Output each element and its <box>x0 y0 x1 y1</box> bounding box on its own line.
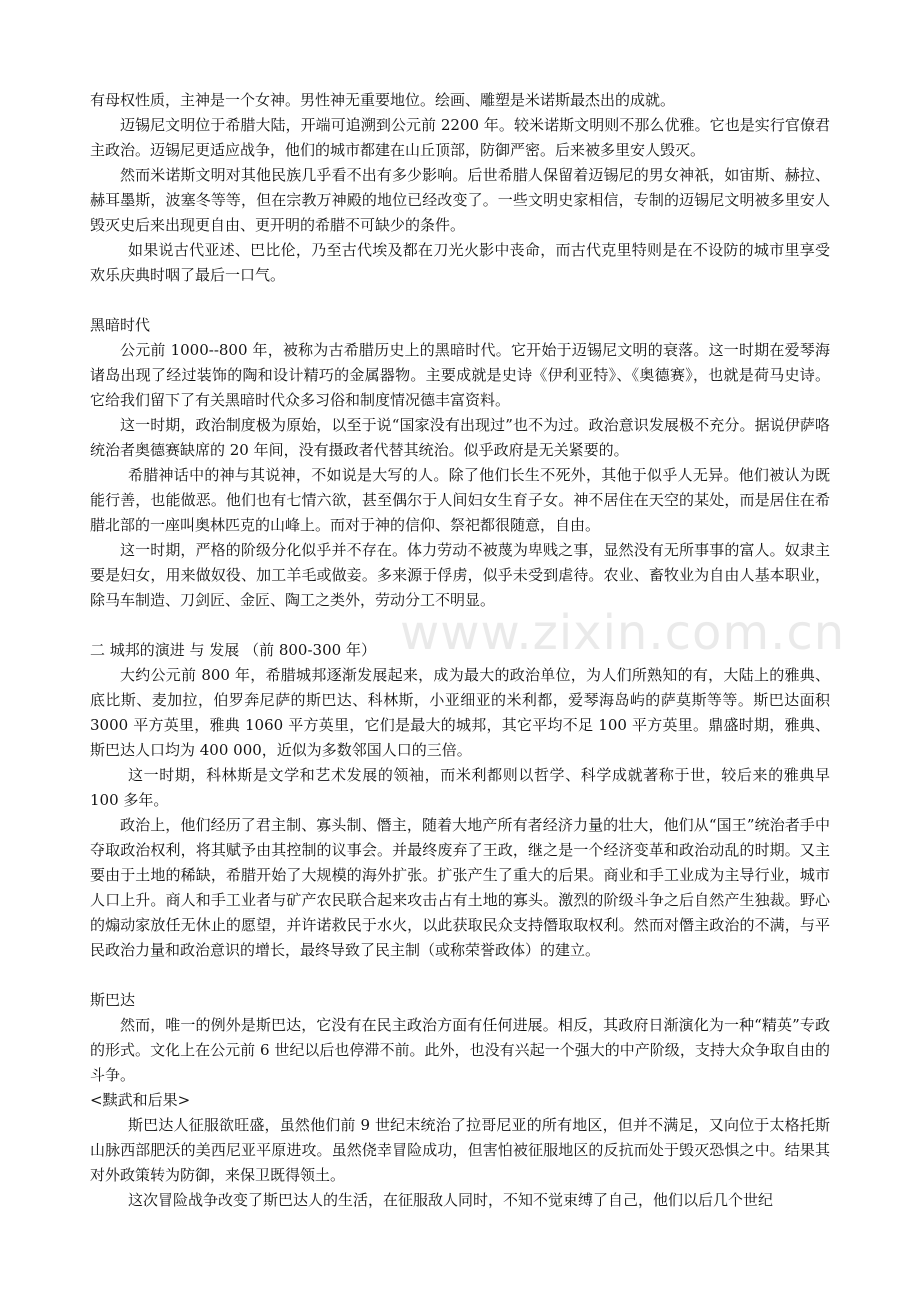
spacer <box>90 288 830 313</box>
paragraph: 然而米诺斯文明对其他民族几乎看不出有多少影响。后世希腊人保留着迈锡尼的男女神祇，如宙斯、赫拉、赫耳墨斯，波塞冬等等，但在宗教万神殿的地位已经改变了。一些文明史家相信，专制的迈锡尼文明被多里安人毁灭史后来出现更自由、更开明的希腊不可缺少的条件。 <box>90 166 830 234</box>
paragraph: 这次冒险战争改变了斯巴达人的生活，在征服敌人同时，不知不觉束缚了自己，他们以后几个世纪 <box>128 1191 774 1209</box>
paragraph: 有母权性质，主神是一个女神。男性神无重要地位。绘画、雕塑是米诺斯最杰出的成就。 <box>90 91 676 109</box>
spacer <box>90 613 830 638</box>
spacer <box>90 963 830 988</box>
paragraph: 这一时期，政治制度极为原始，以至于说“国家没有出现过”也不为过。政治意识发展极不充分。据说伊萨咯统治者奥德赛缺席的 20 年间，没有摄政者代替其统治。似乎政府是无关紧要的。 <box>90 416 830 459</box>
document-body <box>90 88 830 1213</box>
paragraph: 政治上，他们经历了君主制、寡头制、僭主，随着大地产所有者经济力量的壮大，他们从“国王”统治者手中夺取政治权利，将其赋予由其控制的议事会。并最终废弃了王政，继之是一个经济变革和政治动乱的时期。又主要由于土地的稀缺，希腊开始了大规模的海外扩张。扩张产生了重大的后果。商业和手工业成为主导行业，城市人口上升。商人和手工业者与矿产农民联合起来攻击占有土地的寡头。激烈的阶级斗争之后自然产生独裁。野心的煽动家放任无休止的愿望，并许诺救民于水火，以此获取民众支持僭取取权利。然而对僭主政治的不满，与平民政治力量和政治意识的增长，最终导致了民主制（或称荣誉政体）的建立。 <box>90 816 830 959</box>
paragraph: 公元前 1000--800 年，被称为古希腊历史上的黑暗时代。它开始于迈锡尼文明的衰落。这一时期在爱琴海诸岛出现了经过装饰的陶和设计精巧的金属器物。主要成就是史诗《伊利亚特》、《奥德赛》，也就是荷马史诗。它给我们留下了有关黑暗时代众多习俗和制度情况德丰富资料。 <box>90 341 830 409</box>
subsection-heading: <黩武和后果> <box>90 1091 191 1109</box>
watermark: www.zixin.com.cn <box>400 605 846 661</box>
paragraph: 然而，唯一的例外是斯巴达，它没有在民主政治方面有任何进展。相反，其政府日渐演化为一种“精英”专政的形式。文化上在公元前 6 世纪以后也停滞不前。此外，也没有兴起一个强大的中产阶级，支持大众争取自由的斗争。 <box>90 1016 830 1084</box>
paragraph: 这一时期，严格的阶级分化似乎并不存在。体力劳动不被蔑为卑贱之事，显然没有无所事事的富人。奴隶主要是妇女，用来做奴役、加工羊毛或做妾。多来源于俘虏，似乎未受到虐待。农业、畜牧业为自由人基本职业，除马车制造、刀剑匠、金匠、陶工之类外，劳动分工不明显。 <box>90 541 830 609</box>
paragraph: 这一时期，科林斯是文学和艺术发展的领袖，而米利都则以哲学、科学成就著称于世，较后来的雅典早 100 多年。 <box>90 766 830 809</box>
section-heading-sparta: 斯巴达 <box>90 991 136 1009</box>
paragraph: 斯巴达人征服欲旺盛，虽然他们前 9 世纪末统治了拉哥尼亚的所有地区，但并不满足，又向位于太格托斯山脉西部肥沃的美西尼亚平原进攻。虽然侥幸冒险成功，但害怕被征服地区的反抗而处于毁灭恐惧之中。结果其对外政策转为防御，来保卫既得领土。 <box>90 1116 830 1184</box>
paragraph: 希腊神话中的神与其说神，不如说是大写的人。除了他们长生不死外，其他于似乎人无异。他们被认为既能行善，也能做恶。他们也有七情六欲，甚至偶尔于人间妇女生育子女。神不居住在天空的某处，而是居住在希腊北部的一座叫奥林匹克的山峰上。而对于神的信仰、祭祀都很随意，自由。 <box>90 466 830 534</box>
section-heading-city-states: 二 城邦的演进 与 发展 （前 800-300 年） <box>90 641 376 659</box>
paragraph: 如果说古代亚述、巴比伦，乃至古代埃及都在刀光火影中丧命，而古代克里特则是在不设防的城市里享受欢乐庆典时咽了最后一口气。 <box>90 241 830 284</box>
paragraph: 迈锡尼文明位于希腊大陆，开端可追溯到公元前 2200 年。较米诺斯文明则不那么优雅。它也是实行官僚君主政治。迈锡尼更适应战争，他们的城市都建在山丘顶部，防御严密。后来被多里安人毁灭。 <box>90 116 830 159</box>
paragraph: 大约公元前 800 年，希腊城邦逐渐发展起来，成为最大的政治单位，为人们所熟知的有，大陆上的雅典、底比斯、麦加拉，伯罗奔尼萨的斯巴达、科林斯，小亚细亚的米利都，爱琴海岛屿的萨莫斯等等。斯巴达面积 3000 平方英里，雅典 1060 平方英里，它们是最大的城邦，其它平均不足 100 平方英里。鼎盛时期，雅典、斯巴达人口均为 400 000，近似为多数邻国人口的三倍。 <box>90 666 830 759</box>
section-heading-dark-age: 黑暗时代 <box>90 316 151 334</box>
